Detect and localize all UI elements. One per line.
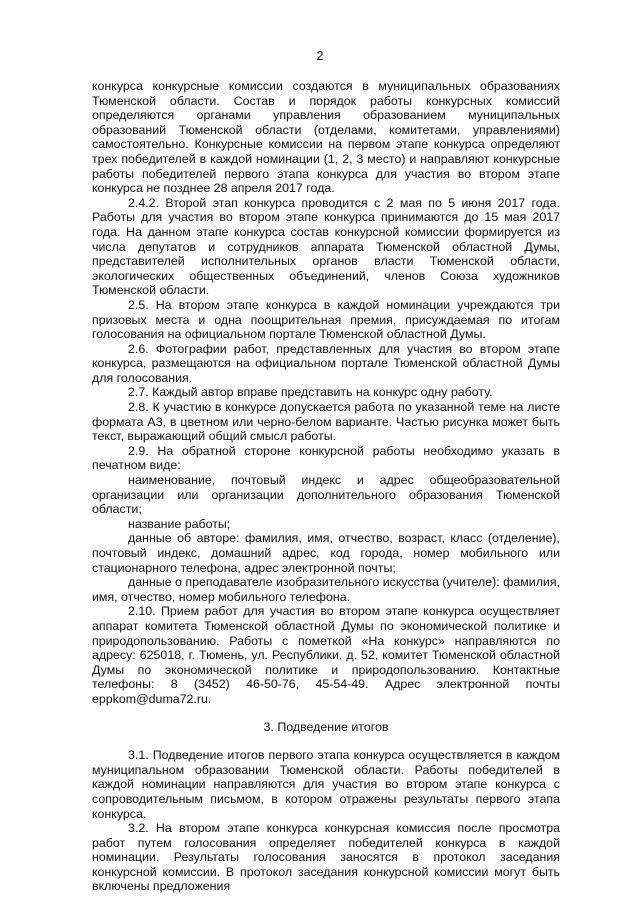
document-body <box>92 79 560 894</box>
paragraph-contest-commissions: конкурса конкурсные комиссии создаются в муниципальных образованиях Тюменской области. Состав и порядок работы конкурсных комиссий определяются органами управления образованием муниципальных образований Тюменской области (отделами, комитетами, управлениями) самостоятельно. Конкурсные комиссии на первом этапе конкурса определяют трех победителей в каждой номинации (1, 2, 3 место) и направляют конкурсные работы победителей первого этапа конкурса для участия во втором этапе конкурса не позднее 28 апреля 2017 года. <box>92 79 560 196</box>
paragraph-2-6: 2.6. Фотографии работ, представленных для участия во втором этапе конкурса, размещаются на официальном портале Тюменской областной Думы для голосования. <box>92 341 560 385</box>
paragraph-2-5: 2.5. На втором этапе конкурса в каждой номинации учреждаются три призовых места и одна поощрительная премия, присуждаемая по итогам голосования на официальном портале Тюменской областной Думы. <box>92 297 560 342</box>
list-item-organization: наименование, почтовый индекс и адрес общеобразовательной организации или организации дополнительного образования Тюменской области; <box>92 473 560 517</box>
paragraph-2-8: 2.8. К участию в конкурсе допускается работа по указанной теме на листе формата А3, в цветном или черно-белом варианте. Частью рисунка может быть текст, выражающий общий смысл работы. <box>92 400 560 444</box>
page-number: 2 <box>316 49 324 63</box>
section-heading: 3. Подведение итогов <box>263 719 389 734</box>
paragraph-2-7: 2.7. Каждый автор вправе представить на конкурс одну работу. <box>128 385 493 400</box>
paragraph-3-2: 3.2. На втором этапе конкурса конкурсная комиссия после просмотра работ путем голосования определяет победителей конкурса в каждой номинации. Результаты голосования заносятся в протокол заседания конкурсной комиссии. В протокол заседания конкурсной комиссии могут быть включены предложения <box>92 821 560 894</box>
list-item-work-title: название работы; <box>128 516 231 531</box>
paragraph-2-4-2: 2.4.2. Второй этап конкурса проводится с 2 мая по 5 июня 2017 года. Работы для участия во втором этапе конкурса принимаются до 15 мая 2017 года. На данном этапе конкурса состав конкурсной комиссии формируется из числа депутатов и сотрудников аппарата Тюменской областной Думы, представителей исполнительных органов власти Тюменской области, экологических общественных объединений, членов Союза художников Тюменской области. <box>92 195 560 298</box>
paragraph-3-1: 3.1. Подведение итогов первого этапа конкурса осуществляется в каждом муниципальном образовании Тюменской области. Работы победителей в каждой номинации направляются для участия во втором этапе конкурса с сопроводительным письмом, в котором отражены результаты первого этапа конкурса. <box>92 748 560 821</box>
paragraph-2-10: 2.10. Прием работ для участия во втором этапе конкурса осуществляет аппарат комитета Тюменской областной Думы по экономической политике и природопользованию. Работы с пометкой «На конкурс» направляются по адресу: 625018, г. Тюмень, ул. Республики, д. 52, комитет Тюменской областной Думы по экономической политике и природопользованию. Контактные телефоны: 8 (3452) 46-50-76, 45-54-49. Адрес электронной почты eppkom@duma72.ru. <box>92 604 560 706</box>
list-item-teacher-data: данные о преподавателе изобразительного искусства (учителе): фамилия, имя, отчество, номер мобильного телефона. <box>92 575 560 604</box>
paragraph-2-9: 2.9. На обратной стороне конкурсной работы необходимо указать в печатном виде: <box>92 443 560 473</box>
list-item-author-data: данные об авторе: фамилия, имя, отчество, возраст, класс (отделение), почтовый индекс, домашний адрес, код города, номер мобильного или стационарного телефона, адрес электронной почты; <box>92 531 560 575</box>
